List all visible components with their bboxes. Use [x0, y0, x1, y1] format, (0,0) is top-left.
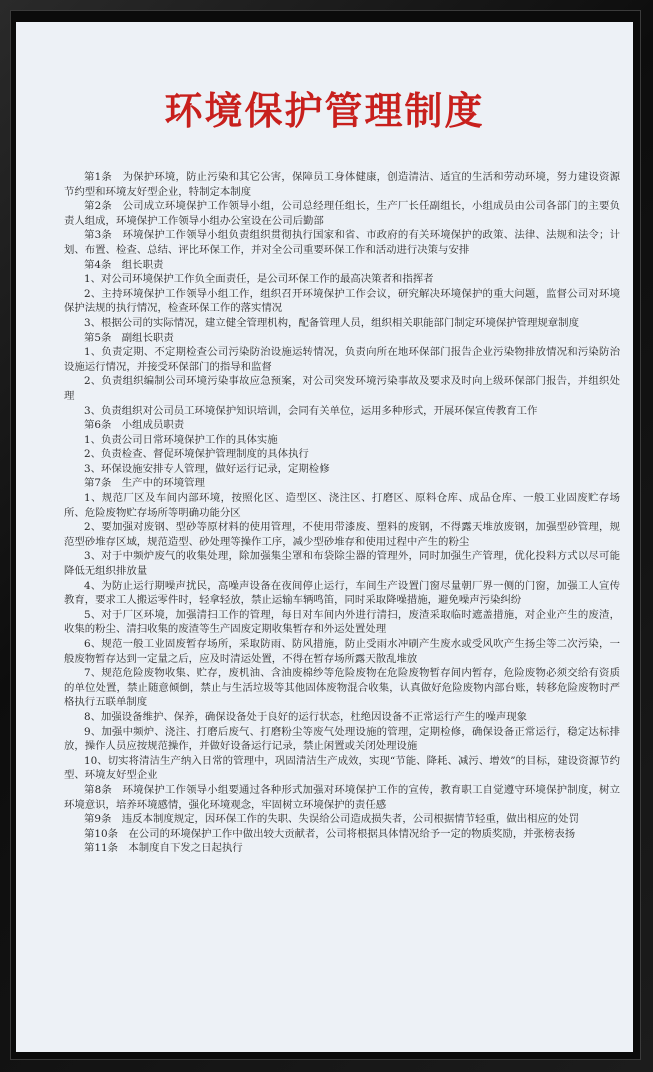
- clause-paragraph: 2、主持环境保护工作领导小组工作，组织召开环境保护工作会议，研究解决环境保护的重大问题，监督公司对环境保护法规的执行情况，检查环保工作的落实情况: [64, 287, 620, 315]
- clause-paragraph: 1、负责定期、不定期检查公司污染防治设施运转情况，负责向所在地环保部门报告企业污染物排放情况和污染防治设施运行情况，并接受环保部门的指导和监督: [64, 346, 620, 373]
- clause-paragraph: 6、规范一般工业固废暂存场所，采取防雨、防风措施，防止受雨水冲刷产生废水或受风吹产生扬尘等二次污染，一般废物暂存达到一定量之后，应及时清运处置，不得在暂存场所露天散乱堆放: [64, 638, 620, 665]
- clause-paragraph: 4、为防止运行期噪声扰民，高噪声设备在夜间停止运行，车间生产设置门窗尽量朝厂界一侧的门窗，加强工人宣传教育，要求工人搬运零件时，轻拿轻放，禁止运输车辆鸣笛，同时采取降噪措施，避免噪声污染纠纷: [64, 579, 620, 607]
- document-title: 环境保护管理制度: [164, 88, 485, 133]
- article-paragraph: 第7条 生产中的环境管理: [84, 477, 205, 490]
- clause-paragraph: 3、对于中频炉废气的收集处理，除加强集尘罩和布袋除尘器的管理外，同时加强生产管理，优化投料方式以尽可能降低无组织排放量: [64, 550, 620, 578]
- clause-paragraph: 3、负责组织对公司员工环境保护知识培训，会同有关单位，运用多种形式，开展环保宣传教育工作: [84, 404, 538, 417]
- clause-paragraph: 9、加强中频炉、浇注、打磨后废气、打磨粉尘等废气处理设施的管理，定期检修，确保设备正常运行，稳定达标排放，操作人员应按规范操作，并做好设备运行记录，禁止闲置或关闭处理设施: [64, 725, 620, 753]
- clause-paragraph: 1、对公司环境保护工作负全面责任，是公司环保工作的最高决策者和指挥者: [84, 273, 434, 286]
- article-paragraph: 第5条 副组长职责: [84, 331, 174, 344]
- article-paragraph: 第8条 环境保护工作领导小组要通过各种形式加强对环境保护工作的宣传，教育职工自觉遵守环境保护制度，树立环境意识，培养环境感情，强化环境观念，牢固树立环境保护的责任感: [64, 783, 620, 811]
- clause-paragraph: 3、根据公司的实际情况，建立健全管理机构，配备管理人员，组织相关职能部门制定环境保护管理规章制度: [84, 316, 579, 329]
- article-paragraph: 第1条 为保护环境，防止污染和其它公害，保障员工身体健康，创造清洁、适宜的生活和劳动环境，努力建设资源节约型和环境友好型企业，特制定本制度: [64, 171, 620, 198]
- article-paragraph: 第3条 环境保护工作领导小组负责组织贯彻执行国家和省、市政府的有关环境保护的政策、法律、法规和法令；计划、布置、检查、总结、评比环保工作，并对全公司重要环保工作和活动进行决策与安排: [64, 229, 620, 256]
- article-paragraph: 第4条 组长职责: [84, 258, 164, 271]
- clause-paragraph: 2、负责检查、督促环境保护管理制度的具体执行: [84, 448, 309, 461]
- regulation-body: [64, 170, 620, 856]
- clause-paragraph: 7、规范危险废物收集、贮存，废机油、含油废棉纱等危险废物在危险废物暂存间内暂存，危险废物必须交给有资质的单位处置，禁止随意倾倒，禁止与生活垃圾等其他固体废物混合收集，认真做好危险废物内部台账，转移危险废物时严格执行五联单制度: [64, 667, 620, 709]
- clause-paragraph: 1、负责公司日常环境保护工作的具体实施: [84, 433, 278, 446]
- clause-paragraph: 2、要加强对废钢、型砂等原材料的使用管理，不使用带漆废、塑料的废钢，不得露天堆放废钢，加强型砂管理，规范型砂堆存区域，规范造型、砂处理等操作工序，减少型砂堆存和使用过程中产生的粉尘: [64, 521, 620, 548]
- article-paragraph: 第10条 在公司的环境保护工作中做出较大贡献者，公司将根据具体情况给予一定的物质奖励，并张榜表扬: [84, 827, 576, 840]
- clause-paragraph: 10、切实将清洁生产纳入日常的管理中，巩固清洁生产成效，实现“节能、降耗、减污、增效”的目标，建设资源节约型、环境友好型企业: [64, 754, 620, 782]
- clause-paragraph: 1、规范厂区及车间内部环境，按照化区、造型区、浇注区、打磨区、原料仓库、成品仓库、一般工业固废贮存场所、危险废物贮存场所等明确功能分区: [64, 492, 620, 519]
- clause-paragraph: 3、环保设施安排专人管理，做好运行记录，定期检修: [84, 462, 330, 475]
- clause-paragraph: 5、对于厂区环境，加强清扫工作的管理，每日对车间内外进行清扫，废渣采取临时遮盖措施，对企业产生的废渣，收集的粉尘、清扫收集的废渣等生产固废定期收集暂存和外运处置处理: [64, 608, 620, 636]
- notice-board: [16, 22, 633, 1052]
- clause-paragraph: 2、负责组织编制公司环境污染事故应急预案，对公司突发环境污染事故及要求及时向上级环保部门报告，并组织处理: [64, 375, 620, 402]
- article-paragraph: 第2条 公司成立环境保护工作领导小组，公司总经理任组长，生产厂长任副组长，小组成员由公司各部门的主要负责人组成，环境保护工作领导小组办公室设在公司后勤部: [64, 200, 620, 227]
- article-paragraph: 第6条 小组成员职责: [84, 419, 185, 432]
- article-paragraph: 第9条 违反本制度规定，因环保工作的失职、失误给公司造成损失者，公司根据情节轻重，做出相应的处罚: [84, 813, 579, 826]
- clause-paragraph: 8、加强设备维护、保养，确保设备处于良好的运行状态，杜绝因设备不正常运行产生的噪声现象: [84, 710, 528, 723]
- article-paragraph: 第11条 本制度自下发之日起执行: [84, 842, 243, 855]
